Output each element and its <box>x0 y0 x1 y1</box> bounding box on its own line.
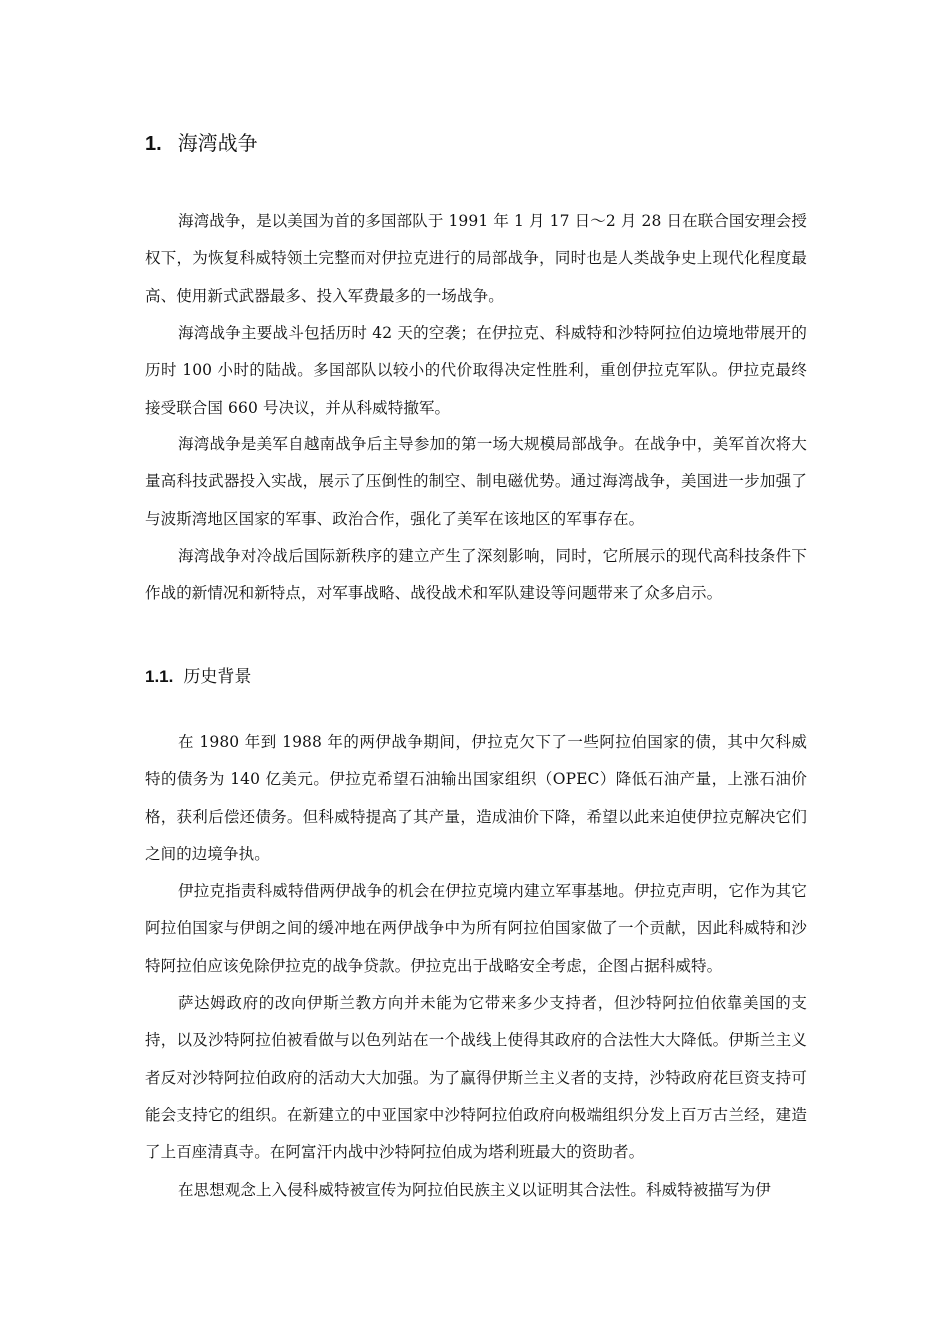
paragraph: 海湾战争对冷战后国际新秩序的建立产生了深刻影响，同时，它所展示的现代高科技条件下作战的新情况和新特点，对军事战略、战役战术和军队建设等问题带来了众多启示。 <box>145 547 807 603</box>
paragraph: 萨达姆政府的改向伊斯兰教方向并未能为它带来多少支持者，但沙特阿拉伯依靠美国的支持，以及沙特阿拉伯被看做与以色列站在一个战线上使得其政府的合法性大大降低。伊斯兰主义者反对沙特阿拉伯政府的活动大大加强。为了赢得伊斯兰主义者的支持，沙特政府花巨资支持可能会支持它的组织。在新建立的中亚国家中沙特阿拉伯政府向极端组织分发上百万古兰经，建造了上百座清真寺。在阿富汗内战中沙特阿拉伯成为塔利班最大的资助者。 <box>145 994 807 1162</box>
paragraph: 海湾战争，是以美国为首的多国部队于 1991 年 1 月 17 日～2 月 28 日在联合国安理会授权下，为恢复科威特领土完整而对伊拉克进行的局部战争，同时也是人类战争史上现代化程度最高、使用新式武器最多、投入军费最多的一场战争。 <box>145 212 807 305</box>
paragraph: 在思想观念上入侵科威特被宣传为阿拉伯民族主义以证明其合法性。科威特被描写为伊 <box>178 1181 771 1199</box>
section-heading-1-1 <box>145 663 251 691</box>
section-title: 海湾战争 <box>177 131 258 155</box>
subsection-number: 1.1. <box>145 667 174 686</box>
paragraph: 在 1980 年到 1988 年的两伊战争期间，伊拉克欠下了一些阿拉伯国家的债，其中欠科威特的债务为 140 亿美元。伊拉克希望石油输出国家组织（OPEC）降低石油产量，上涨石油价格，获利后偿还债务。但科威特提高了其产量，造成油价下降，希望以此来迫使伊拉克解决它们之间的边境争执。 <box>145 733 807 863</box>
section-heading-1 <box>145 128 258 159</box>
subsection-title: 历史背景 <box>183 667 252 687</box>
section-number: 1. <box>145 133 162 155</box>
paragraph: 海湾战争主要战斗包括历时 42 天的空袭；在伊拉克、科威特和沙特阿拉伯边境地带展开的历时 100 小时的陆战。多国部队以较小的代价取得决定性胜利，重创伊拉克军队。伊拉克最终接受联合国 660 号决议，并从科威特撤军。 <box>145 324 807 417</box>
paragraph: 海湾战争是美军自越南战争后主导参加的第一场大规模局部战争。在战争中，美军首次将大量高科技武器投入实战，展示了压倒性的制空、制电磁优势。通过海湾战争，美国进一步加强了与波斯湾地区国家的军事、政治合作，强化了美军在该地区的军事存在。 <box>145 435 807 528</box>
paragraph: 伊拉克指责科威特借两伊战争的机会在伊拉克境内建立军事基地。伊拉克声明，它作为其它阿拉伯国家与伊朗之间的缓冲地在两伊战争中为所有阿拉伯国家做了一个贡献，因此科威特和沙特阿拉伯应该免除伊拉克的战争贷款。伊拉克出于战略安全考虑，企图占据科威特。 <box>145 882 807 975</box>
